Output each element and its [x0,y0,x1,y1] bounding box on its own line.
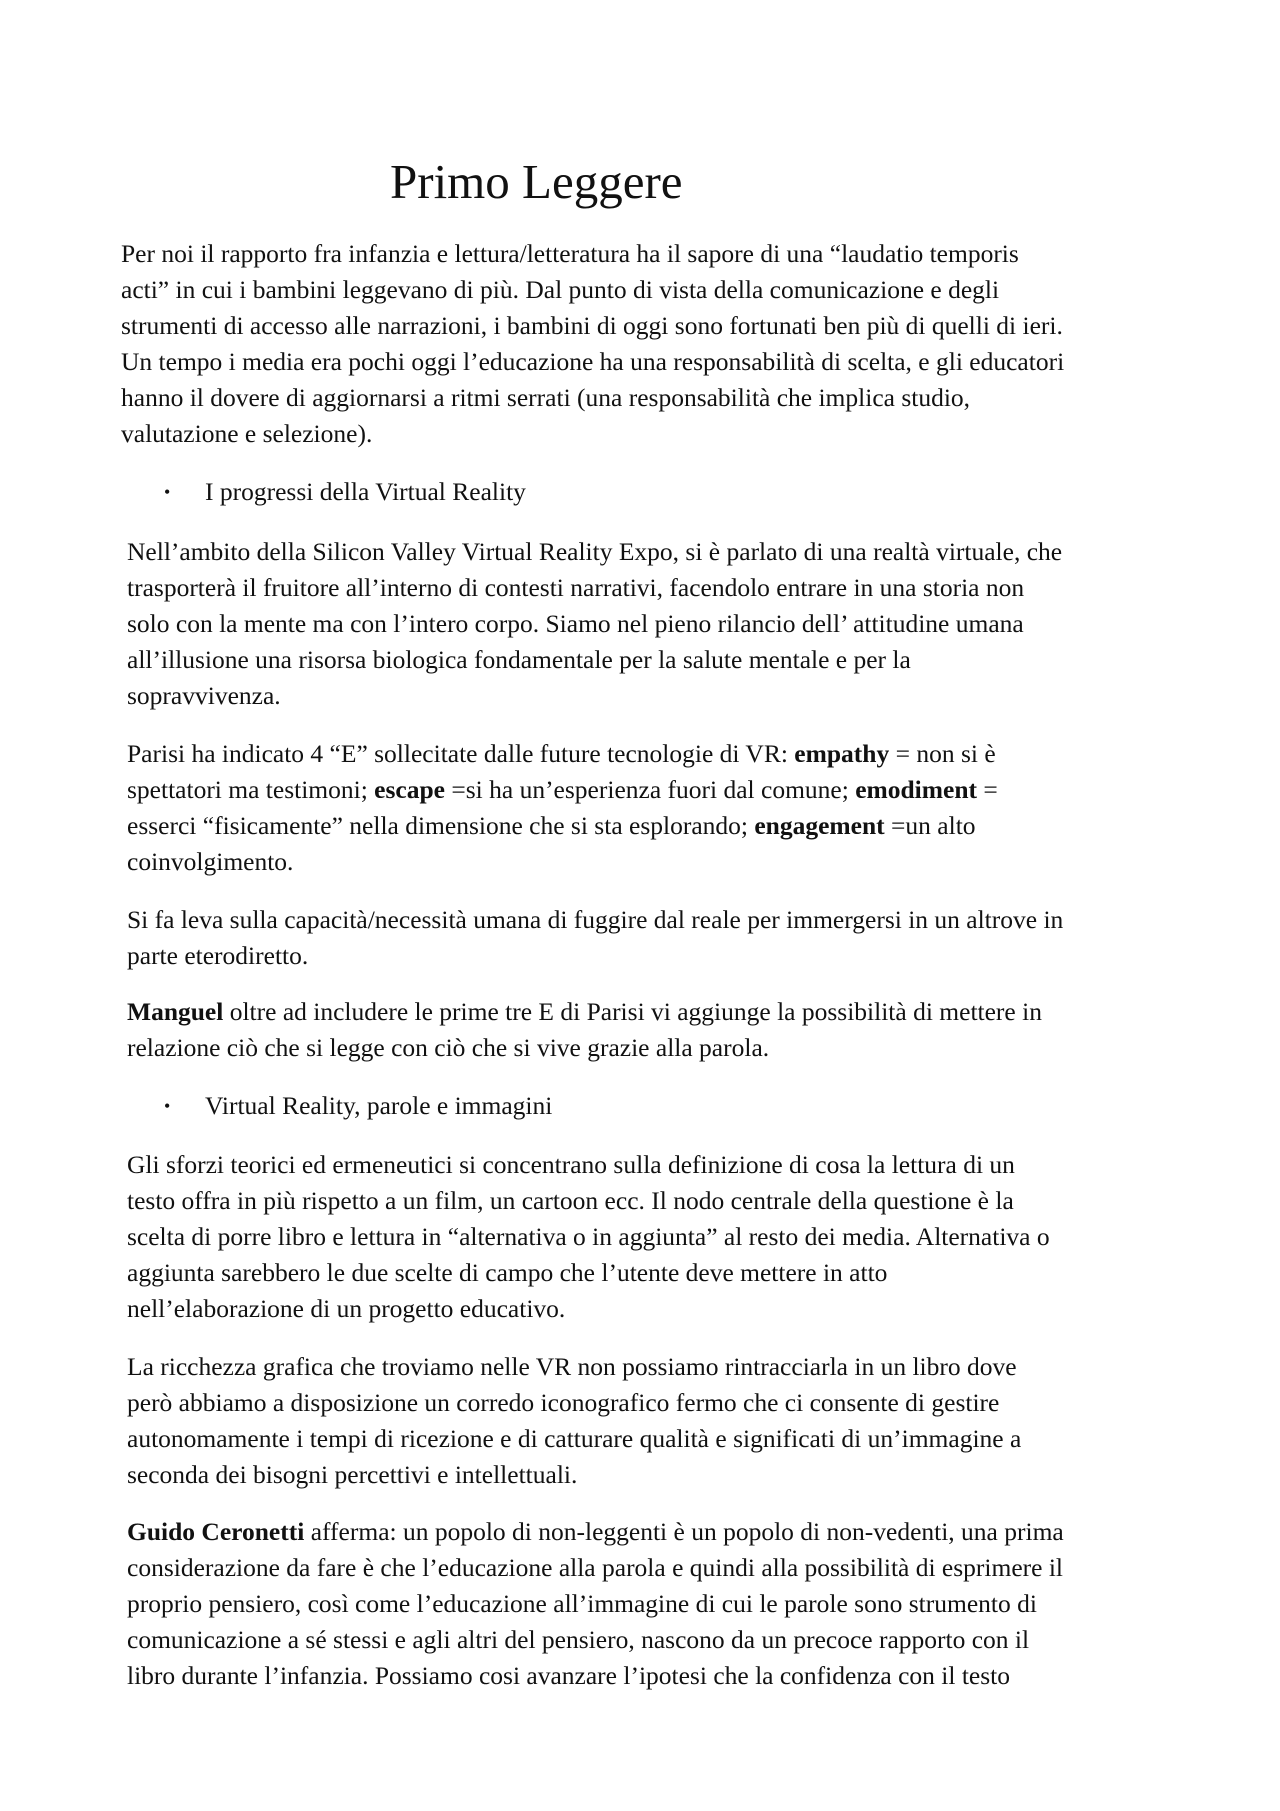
term-emodiment: emodiment [855,775,977,804]
text-run: oltre ad includere le prime tre E di Parisi vi aggiunge la possibilità di mettere in [223,997,1042,1026]
text-line: solo con la mente ma con l’intero corpo. Siamo nel pieno rilancio dell’ attitudine umana [127,609,1024,638]
text-line: La ricchezza grafica che troviamo nelle VR non possiamo rintracciarla in un libro dove [127,1352,1017,1381]
text-line: coinvolgimento. [127,847,294,876]
paragraph-parisi [127,736,998,880]
text-run: = [977,775,998,804]
text-line [127,736,998,772]
text-line: sopravvivenza. [127,681,281,710]
text-line: valutazione e selezione). [121,419,373,448]
text-line: trasporterà il fruitore all’interno di contesti narrativi, facendolo entrare in una storia non [127,573,1025,602]
paragraph-expo [127,534,1062,714]
bullet-icon: • [164,482,171,502]
text-line [127,994,1042,1030]
text-line: Per noi il rapporto fra infanzia e lettura/letteratura ha il sapore di una “laudatio temporis [121,239,1019,268]
paragraph-sforzi [127,1147,1050,1327]
text-run: afferma: un popolo di non-leggenti è un popolo di non-vedenti, una prima [304,1517,1064,1546]
text-line: seconda dei bisogni percettivi e intellettuali. [127,1460,578,1489]
author-manguel: Manguel [127,997,224,1026]
text-line: Nell’ambito della Silicon Valley Virtual Reality Expo, si è parlato di una realtà virtuale, che [127,537,1063,566]
text-line: relazione ciò che si legge con ciò che si vive grazie alla parola. [127,1033,770,1062]
text-line: aggiunta sarebbero le due scelte di campo che l’utente deve mettere in atto [127,1258,888,1287]
text-run: spettatori ma testimoni; [127,775,375,804]
text-line [127,1514,1064,1550]
text-line: testo offra in più rispetto a un film, un cartoon ecc. Il nodo centrale della questione è la [127,1186,1014,1215]
text-line: comunicazione a sé stessi e agli altri del pensiero, nascono da un precoce rapporto con il [127,1625,1030,1654]
text-line: Gli sforzi teorici ed ermeneutici si concentrano sulla definizione di cosa la lettura di un [127,1150,1015,1179]
paragraph-manguel [127,994,1042,1066]
text-run: Parisi ha indicato 4 “E” sollecitate dalle future tecnologie di VR: [127,739,795,768]
text-line: acti” in cui i bambini leggevano di più. Dal punto di vista della comunicazione e degli [121,275,1000,304]
text-line: Si fa leva sulla capacità/necessità umana di fuggire dal reale per immergersi in un altrove in [127,905,1064,934]
term-empathy: empathy [794,739,890,768]
text-line: nell’elaborazione di un progetto educativo. [127,1294,566,1323]
text-line: parte eterodiretto. [127,941,309,970]
term-escape: escape [374,775,445,804]
text-run: =un alto [884,811,976,840]
term-engagement: engagement [754,811,885,840]
bullet-heading: I progressi della Virtual Reality [205,477,526,506]
text-line: all’illusione una risorsa biologica fondamentale per la salute mentale e per la [127,645,911,674]
text-line [127,772,998,808]
paragraph-ceronetti [127,1514,1064,1694]
paragraph-ricchezza [127,1349,1021,1493]
text-line: hanno il dovere di aggiornarsi a ritmi serrati (una responsabilità che implica studio, [121,383,971,412]
text-line: Un tempo i media era pochi oggi l’educazione ha una responsabilità di scelta, e gli educatori [121,347,1065,376]
text-line: strumenti di accesso alle narrazioni, i bambini di oggi sono fortunati ben più di quelli di ieri. [121,311,1063,340]
paragraph-leva [127,902,1063,974]
text-line: proprio pensiero, così come l’educazione all’immagine di cui le parole sono strumento di [127,1589,1037,1618]
text-line: scelta di porre libro e lettura in “alternativa o in aggiunta” al resto dei media. Alternativa o [127,1222,1050,1251]
text-line: libro durante l’infanzia. Possiamo cosi avanzare l’ipotesi che la confidenza con il testo [127,1661,1010,1690]
bullet-icon: • [164,1096,171,1116]
author-ceronetti: Guido Ceronetti [127,1517,305,1546]
text-line: però abbiamo a disposizione un corredo iconografico fermo che ci consente di gestire [127,1388,1000,1417]
text-line: autonomamente i tempi di ricezione e di catturare qualità e significati di un’immagine a [127,1424,1022,1453]
text-line [127,808,998,844]
page-title: Primo Leggere [390,154,683,209]
paragraph-intro [121,236,1064,452]
text-run: = non si è [889,739,996,768]
text-line: considerazione da fare è che l’educazione alla parola e quindi alla possibilità di esprimere il [127,1553,1064,1582]
text-run: esserci “fisicamente” nella dimensione che si sta esplorando; [127,811,755,840]
text-run: =si ha un’esperienza fuori dal comune; [444,775,856,804]
bullet-heading: Virtual Reality, parole e immagini [205,1091,553,1120]
